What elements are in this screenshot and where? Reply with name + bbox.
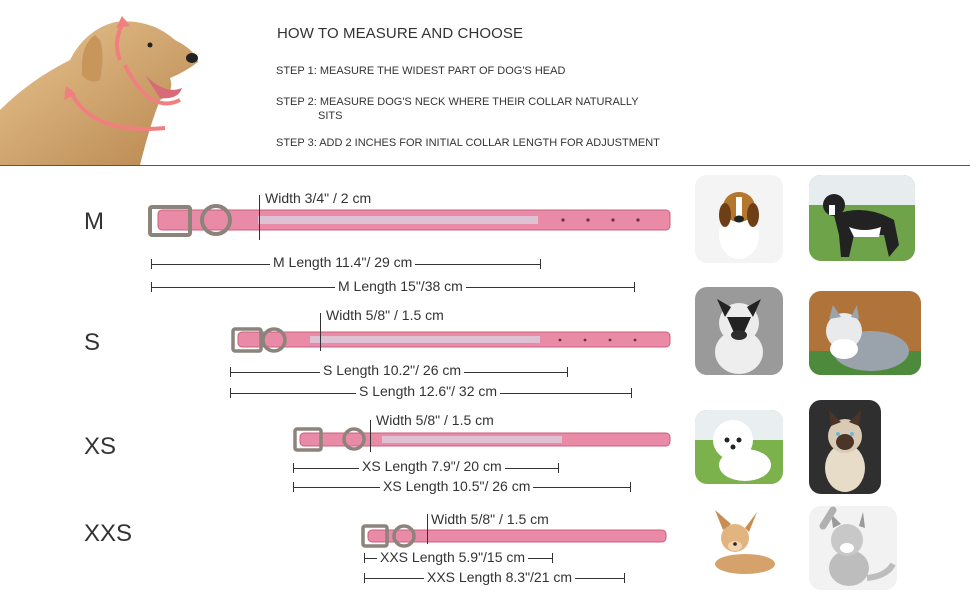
beagle-photo <box>695 175 783 263</box>
length-tick <box>293 482 294 492</box>
length-tick <box>230 367 231 377</box>
length-tick <box>364 573 365 583</box>
length-tick <box>230 388 231 398</box>
divider <box>0 165 970 166</box>
length-tick <box>567 367 568 377</box>
width-label-m: Width 3/4" / 2 cm <box>262 190 374 206</box>
length-tick <box>630 482 631 492</box>
siamese-cat-photo <box>809 400 881 494</box>
width-marker-xs <box>370 420 371 452</box>
step-2: STEP 2: MEASURE DOG'S NECK WHERE THEIR COLLAR NATURALLY <box>276 96 639 108</box>
french-bulldog-photo <box>695 287 783 375</box>
length-label-xxs-2: XXS Length 8.3"/21 cm <box>424 569 575 585</box>
step-3: STEP 3: ADD 2 INCHES FOR INITIAL COLLAR LENGTH FOR ADJUSTMENT <box>276 137 660 149</box>
length-tick <box>634 282 635 292</box>
boston-terrier-photo <box>809 175 915 261</box>
length-tick <box>631 388 632 398</box>
width-label-s: Width 5/8" / 1.5 cm <box>323 307 447 323</box>
size-label-s: S <box>84 329 101 356</box>
length-tick <box>151 282 152 292</box>
british-shorthair-photo <box>809 291 921 375</box>
size-label-m: M <box>84 208 104 235</box>
width-label-xs: Width 5/8" / 1.5 cm <box>373 412 497 428</box>
width-marker-m <box>259 195 260 240</box>
length-label-xs-2: XS Length 10.5"/ 26 cm <box>380 478 533 494</box>
width-marker-s <box>320 313 321 351</box>
length-tick <box>552 553 553 563</box>
golden-retriever-photo <box>0 0 205 165</box>
length-tick <box>558 463 559 473</box>
tabby-kitten-photo <box>809 506 897 590</box>
chihuahua-photo <box>695 506 783 582</box>
width-label-xxs: Width 5/8" / 1.5 cm <box>428 511 552 527</box>
length-label-m-2: M Length 15"/38 cm <box>335 278 466 294</box>
page-title: HOW TO MEASURE AND CHOOSE <box>277 25 524 42</box>
length-tick <box>540 259 541 269</box>
step-1: STEP 1: MEASURE THE WIDEST PART OF DOG'S HEAD <box>276 65 566 77</box>
length-label-s-2: S Length 12.6"/ 32 cm <box>356 383 500 399</box>
collar-m <box>148 202 673 247</box>
length-label-s-1: S Length 10.2"/ 26 cm <box>320 362 464 378</box>
bichon-photo <box>695 410 783 484</box>
length-label-xxs-1: XXS Length 5.9"/15 cm <box>377 549 528 565</box>
size-label-xxs: XXS <box>84 520 133 547</box>
length-tick <box>364 553 365 563</box>
length-tick <box>293 463 294 473</box>
length-label-xs-1: XS Length 7.9"/ 20 cm <box>359 458 505 474</box>
size-label-xs: XS <box>84 433 117 460</box>
length-tick <box>151 259 152 269</box>
collar-xs <box>292 424 674 461</box>
length-tick <box>624 573 625 583</box>
length-label-m-1: M Length 11.4"/ 29 cm <box>270 254 415 270</box>
step-2-continued: SITS <box>318 110 343 122</box>
collar-s <box>230 323 675 362</box>
